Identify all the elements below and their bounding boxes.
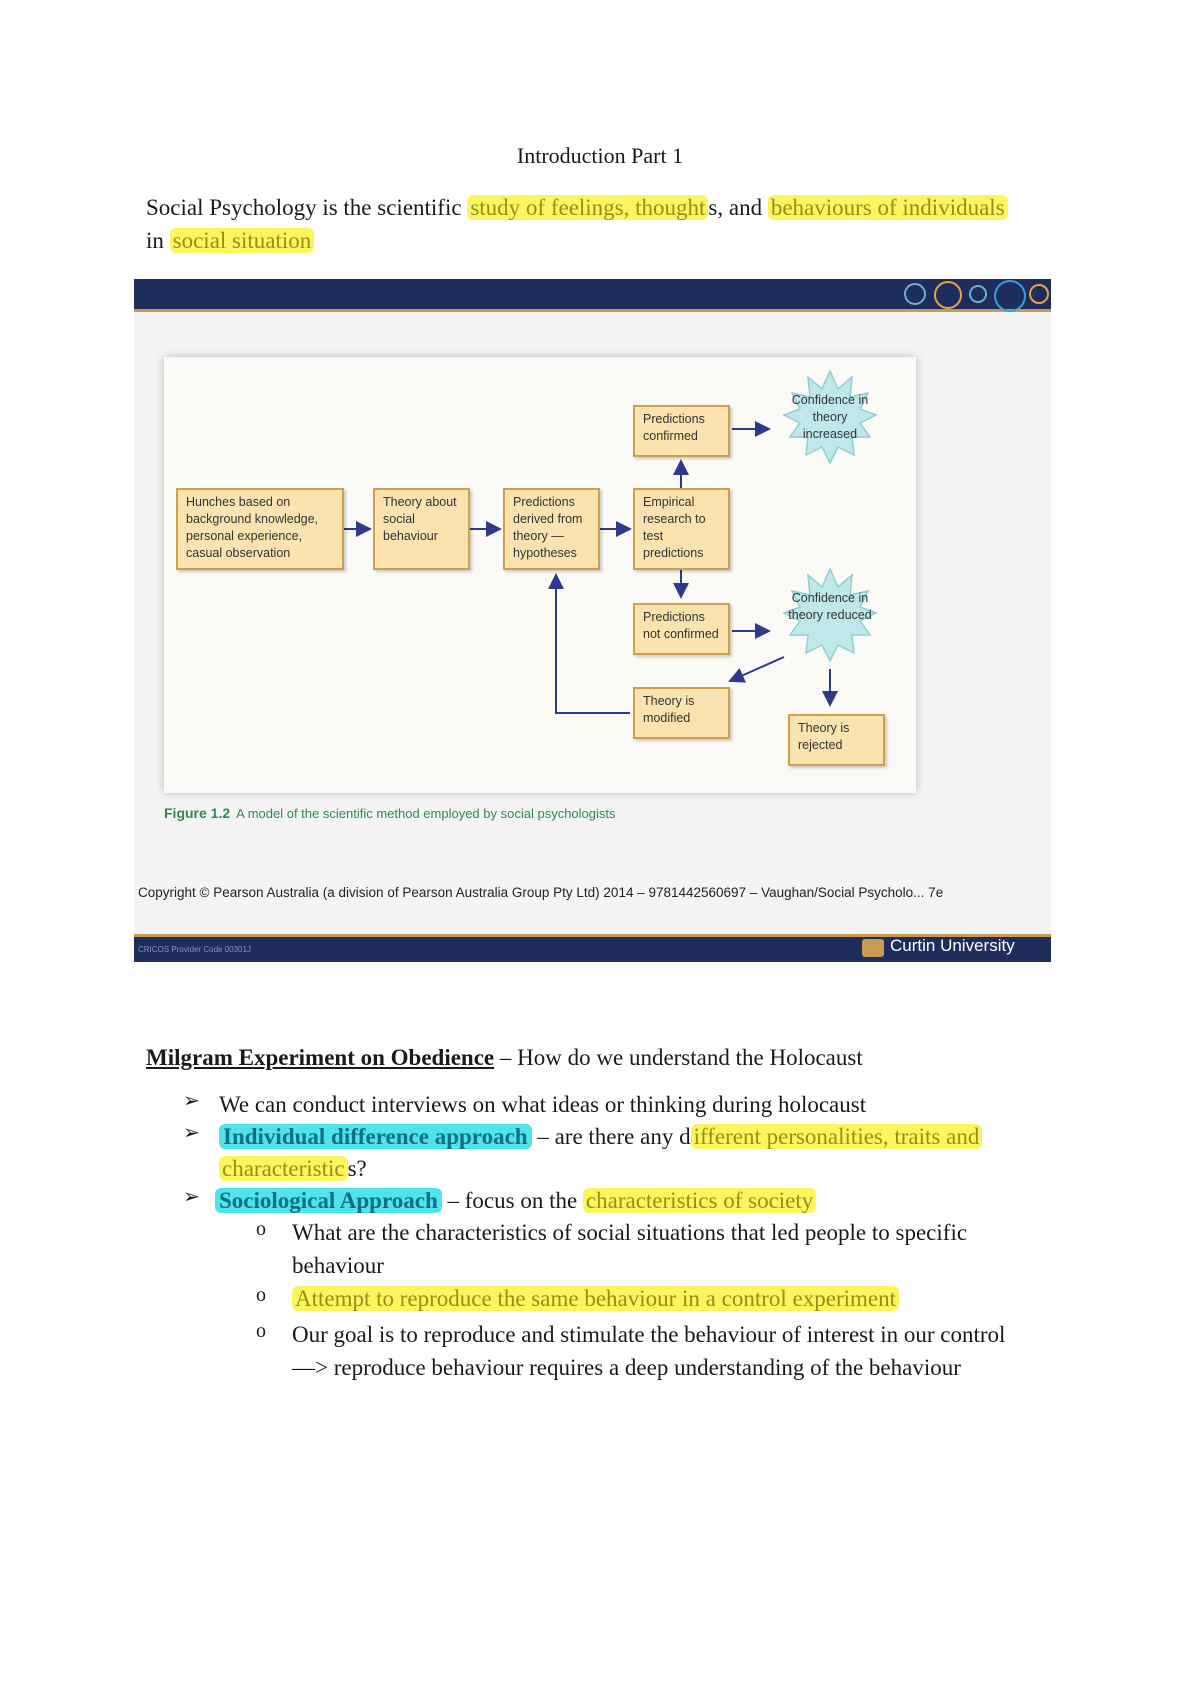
intro-text: in	[146, 228, 170, 253]
decorative-circle	[934, 281, 962, 309]
intro-line-1	[146, 191, 1008, 224]
decorative-circle	[969, 285, 987, 303]
sub-bullet-goal-cont: —> reproduce behaviour requires a deep understanding of the behaviour	[292, 1355, 961, 1380]
intro-line-2	[146, 224, 314, 257]
decorative-circle	[1029, 284, 1049, 304]
box-predictions-derived: Predictions derived from theory — hypotheses	[503, 488, 600, 570]
curtin-logo-icon	[862, 939, 884, 957]
bullet-text: – are there any	[531, 1124, 680, 1149]
lecture-slide-image	[134, 279, 1051, 962]
circle-bullet-icon: o	[256, 1218, 266, 1240]
milgram-heading: Milgram Experiment on Obedience	[146, 1045, 495, 1070]
intro-text: s, and	[708, 195, 768, 220]
bullet-text: d	[679, 1124, 691, 1149]
figure-label: Figure 1.2	[164, 805, 231, 821]
sub-bullet-characteristics: What are the characteristics of social situations that led people to specific	[292, 1220, 968, 1245]
highlight-behaviours: behaviours of individuals	[768, 195, 1008, 220]
arrow-bullet-icon: ➢	[183, 1088, 200, 1112]
decorative-circle	[994, 280, 1026, 312]
circle-bullet-icon: o	[256, 1320, 266, 1342]
highlight-social-situation: social situation	[170, 228, 315, 253]
university-name: Curtin University	[890, 936, 1015, 955]
intro-text: Social Psychology is the scientific	[146, 195, 468, 220]
highlight-sociological-approach: Sociological Approach	[215, 1188, 442, 1213]
document-title: Introduction Part 1	[516, 143, 684, 168]
sub-bullet-goal: Our goal is to reproduce and stimulate the behaviour of interest in our control	[292, 1322, 1006, 1347]
bullet-individual-difference-cont	[219, 1152, 367, 1185]
sub-bullet-characteristics-cont: behaviour	[292, 1253, 384, 1278]
sub-bullet-reproduce	[292, 1282, 899, 1315]
cricos-code: CRICOS Provider Code 00301J	[138, 945, 251, 954]
figure-caption-text: A model of the scientific method employed by social psychologists	[236, 806, 616, 821]
arrow-bullet-icon: ➢	[183, 1120, 200, 1144]
star-text-reduced: Confidence in theory reduced	[788, 591, 872, 622]
box-theory: Theory about social behaviour	[373, 488, 470, 570]
box-empirical-research: Empirical research to test predictions	[633, 488, 730, 570]
figure-caption	[164, 805, 616, 821]
arrow-bullet-icon: ➢	[183, 1184, 200, 1208]
bullet-text: – focus on the	[441, 1188, 583, 1213]
highlight-individual-difference: Individual difference approach	[219, 1124, 532, 1149]
copyright-line: Copyright © Pearson Australia (a division of Pearson Australia Group Pty Ltd) 2014 – 9781442560697 – Vaughan/Social Psycholo... 7e	[138, 885, 944, 900]
box-predictions-confirmed: Predictions confirmed	[633, 405, 730, 457]
box-predictions-not-confirmed: Predictions not confirmed	[633, 603, 730, 655]
highlight-personalities: ifferent personalities, traits and	[691, 1124, 983, 1149]
bullet-interviews: We can conduct interviews on what ideas or thinking during holocaust	[219, 1092, 867, 1117]
box-hunches: Hunches based on background knowledge, personal experience, casual observation	[176, 488, 344, 570]
highlight-control-experiment: Attempt to reproduce the same behaviour in a control experiment	[292, 1286, 899, 1311]
box-theory-modified: Theory is modified	[633, 687, 730, 739]
highlight-feelings: study of feelings, thought	[467, 195, 708, 220]
milgram-heading-line	[146, 1041, 863, 1074]
box-theory-rejected: Theory is rejected	[788, 714, 885, 766]
highlight-characteristics: characteristic	[219, 1156, 348, 1181]
decorative-circle	[904, 283, 926, 305]
milgram-heading-rest: – How do we understand the Holocaust	[494, 1045, 863, 1070]
bullet-text: s?	[347, 1156, 367, 1181]
star-text-increased: Confidence in theory increased	[791, 393, 869, 441]
circle-bullet-icon: o	[256, 1284, 266, 1306]
flowchart-panel	[164, 357, 916, 793]
bullet-individual-difference	[219, 1120, 982, 1153]
bullet-sociological	[215, 1184, 816, 1217]
highlight-society: characteristics of society	[583, 1188, 816, 1213]
